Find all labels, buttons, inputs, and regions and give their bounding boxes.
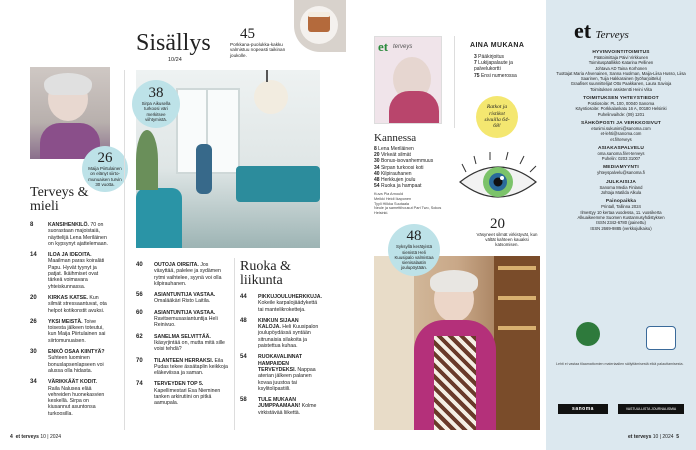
list-item[interactable]: 20 Virkeät silmät [374,152,411,159]
toc-item[interactable]: 48 KINKUN SIJAAN KALOJA. Heli Kuusipalon joulupöydässä syntään sitrunaisia silakoita ja paistettua kuhaa. [240,317,319,350]
page-title: Sisällys [136,30,211,56]
toc-item[interactable]: 62 SANELMA SELVITTÄÄ. Ikäsyrjintää on, mutta mitä sille voisi tehdä? [136,333,225,353]
eye-illustration [456,150,540,214]
responsible-journalism-logo: VASTUULLISTA JOURNALISMIA [618,404,684,414]
terveys-list [30,222,110,422]
toc-item[interactable]: 8 KANSIHENKILÖ. 70 on suorastaan majoistaiä, näyttelijä Lena Meriläinen on kypsynyt ajattelemaan. [30,222,108,247]
cover-credits: Kuva Pia Arnould Meikki Heidi Ikaponen Tyyli Hilkka Suutaala Neule ja samettihousut Part Two, Sokos Helsinki. [374,192,442,216]
list-item[interactable]: 3 Pääkirjoitus [474,54,505,60]
email-link[interactable]: et-lehti@sanoma.com [600,131,642,137]
email-link[interactable]: yhteyspalvelu@sanoma.fi [597,170,645,176]
masthead-logo: et Terveys [574,18,629,43]
masthead-sidebar [546,0,696,450]
web-link[interactable]: oma.sanoma.fi/et-terveys [597,150,645,156]
right-page [348,0,546,450]
divider [124,70,125,430]
aina-list [474,54,538,79]
kannessa-title: Kannessa [374,132,417,144]
masthead-body: HYVINVOINTITOIMITUS Päätoimittaja Päivi Virkkunen Toimituspäällikkö Katarina Pellinen Johtava AD Taina Korhonen Tuottajat Maria Ahvenainen, Sanna Huolman, Maija-Liisa Husso, Liisa Saarinen, Tuija Hakkarainen (työharjoittelu) Graafiset suunnittelijat Otto Paakkanen, Laura Savioja Toimituksen assistentti Heini Viita TOIMITUKSEN YHTEYSTIEDOT Postiosoite: PL 100, 00040 Sanoma Käyntiosoite: Porkkalankatu 16 A, 00180 Helsinki Puhelinvaihde: (09) 1201 SÄHKÖPOSTI JA VERKKOSIVUT etunimi.sukunimi@sanoma.com et-lehti@sanoma.com et.fi/terveys ASIAKASPALVELU oma.sanoma.fi/et-terveys Puhelin: 0203 31007 MEDIAMYYNTI yhteyspalvelu@sanoma.fi JULKAISIJA Sanoma Media Finland Johtaja Matilda Alkula Painopaikka Printall, Tallinna 2024 Ilmestyy 10 kertaa vuodessa, 11. vuosikerta Alkuaikeemme Suomen Kustannusyhdistyksen ISSN 2342-6780 (painettu) ISSN 2669-9885 (verkkojulkaisu) [554,46,688,231]
sanoma-logo: sanoma [558,404,608,414]
right-footer: et terveys 10 | 2024 5 [628,434,680,440]
toc-item[interactable]: 60 ASIANTUNTIJA VASTAA. Ravitsemusasiantuntija Heli Reinivuo. [136,309,218,329]
badge-26: 26 Maija Piirtulainen on elänyt siirto-munuaisen turvin 30 vuotta. [82,146,128,192]
divider [454,36,455,128]
swan-label-icon [576,322,600,346]
email-link[interactable]: etunimi.sukunimi@sanoma.com [591,125,651,131]
badge-20-num: 20 [490,216,505,232]
badge-20-text: Väsyneet silmät virkistyvät, kun vältät kahteen kauaksi katsomisen. [476,232,538,248]
divider [234,258,235,430]
left-footer: 4 et terveys 10 | 2024 [10,434,62,440]
cover-thumbnail[interactable]: et terveys [374,36,442,124]
toc-item[interactable]: 74 TERVEYDEN TOP 5. Kapellimestari Esa Nieminen tanken arkirutiini on pitkä aamupala. [136,381,221,407]
toc-item[interactable]: 26 YKSI MEISTÄ. Toive toisesta jälkeen toteutui, kun Maija Piirtulainen sai siirtomunuaisen. [30,318,106,344]
kannessa-list [374,146,450,189]
section-terveys: Terveys & mieli [30,185,89,214]
list-item[interactable]: 7 Lukijapalaute ja palvelukortti [474,60,513,73]
feature-45-text: Porkkana-puolukka-kakku valmistuu nopeasti taikinan joukolle. [230,42,286,58]
toc-item[interactable]: 14 ILOA JA IDEOITA. Maailman paras koiraläti Papu. Hyvät tyynyt ja patjat. Ikäihmiset ovat tärkeä voimavara yhteiskunnassa. [30,252,105,290]
ruoka-list [240,294,322,421]
photo-cake [294,0,346,52]
list-item[interactable]: 48 Herkkujen joulu [374,177,416,184]
toc-item[interactable]: 44 PIKKUJOULUHERKKUJA. Kokeile karpalojäädykettä tai mantelikroketteja. [240,294,322,313]
toc-item[interactable]: 40 OUTOJA OIREITA. Jos väsyttää, palelee ja sydämen rytmi vaihtelee, syynä voi olla kilpirauhanen. [136,262,222,287]
toc-item[interactable]: 54 RUOKAVALINNAT HAMPAIDEN TERVEYDEKSI. Nappaa aterian jälkeen palanen kovaa juustoa tai ksylitolipastiili. [240,354,316,392]
eye-icon [456,150,540,214]
toc-item[interactable]: 20 KIRKAS KATSE. Kun silmät stressaantuvat, ota helpot kotikonstit avuksi. [30,294,107,314]
toc-item[interactable]: 58 TULE MUKAAN JUMPPAAMAAN! Kolme virkistävää liikettä. [240,397,317,416]
list-item[interactable]: 30 Bonus-isovanhemmuus [374,158,434,165]
badge-38: 38 Sirpa Aikusella turkoosi väri merkitsee viihtymistä. [132,80,180,128]
badge-48: 48 Syksyllä kerätyistä sienistä Heli Kuusipalo valmistaa sienisalaatin joulupöytään. [388,224,440,276]
list-item[interactable]: 75 Ensi numerossa [474,72,517,79]
mid-list [136,262,228,412]
list-item[interactable]: 8 Lena Meriläinen [374,146,414,152]
photo-lena [30,67,110,159]
badge-ratkot: Ratkot ja ristikot sivuilla 64-68! [476,96,518,138]
section-ruoka: Ruoka & liikunta [240,259,291,288]
toc-item[interactable]: 34 VÄRIKKÄÄT KODIT. Raila Nalusea elää vehreiden huonekasvien keskellä. Sirpa on kiusannut asuntonsa turkoosilla. [30,379,105,417]
dnv-certification-icon [646,326,676,350]
fine-print: Lehti ei vastaa tilaamattomien materiaalien säilyttämisestä eikä palauttamisesta. [556,362,684,366]
aina-mukana-title: AINA MUKANA [470,42,525,49]
photo-kitchen [374,256,540,430]
issue-number: 10/24 [168,57,182,63]
list-item[interactable]: 54 Ruoka ja hampaat [374,183,422,190]
toc-item[interactable]: 56 ASIANTUNTIJA VASTAA. Omalääkäri Risto Laitila. [136,292,216,305]
toc-item[interactable]: 30 ENKÖ OSAA KIINTYÄ? Suhteen luominen bonuslapsenlapseen voi alussa olla hidasta. [30,349,105,374]
feature-45-num: 45 [240,26,255,42]
list-item[interactable]: 34 Sirpan turkoosi koti [374,164,424,171]
list-item[interactable]: 40 Kilpirauhanen [374,170,412,177]
toc-item[interactable]: 70 TILANTEEN HERRAKSI. Eila Pudas tekee ässätaplin keikkoja eläkeviissa ja saman. [136,357,228,377]
web-link[interactable]: et.fi/terveys [610,136,632,142]
